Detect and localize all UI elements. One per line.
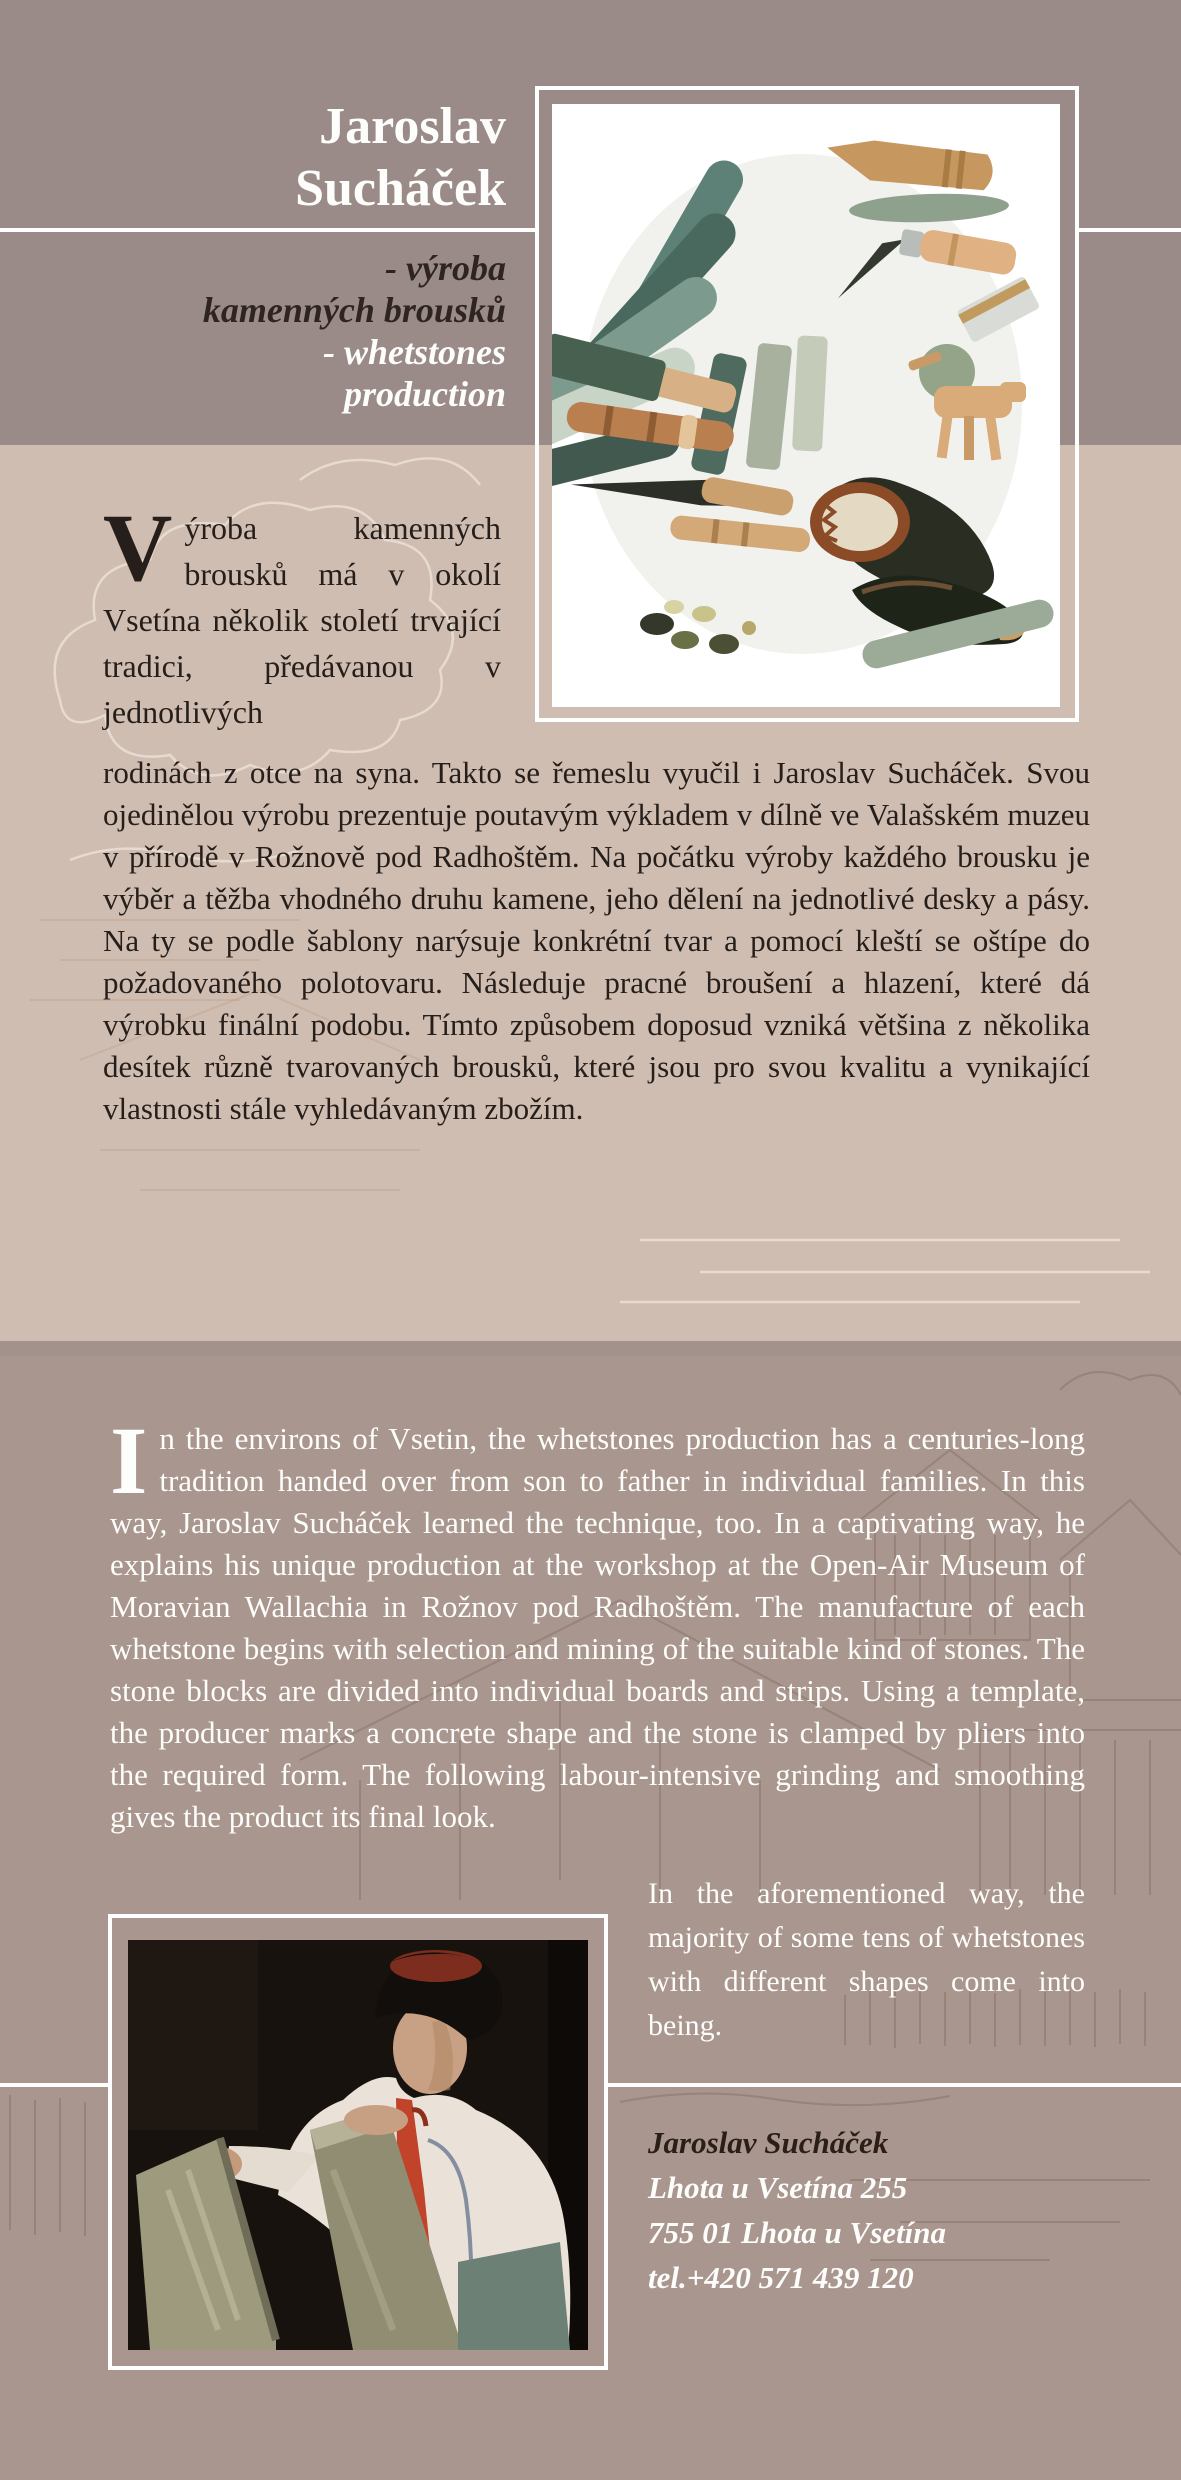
header-rule-right xyxy=(1077,228,1181,232)
page-subtitle xyxy=(40,247,506,415)
craftsman-photo xyxy=(128,1940,588,2350)
contact-block xyxy=(648,2120,1168,2300)
page-title xyxy=(60,96,506,220)
contact-address-line-1: Lhota u Vsetína 255 xyxy=(648,2170,908,2205)
czech-narrow-text: ýroba kamenných brousků má v okolí Vsetína několik století trvající tradici, předávanou v jednotlivých xyxy=(103,510,501,730)
czech-paragraph-full: rodinách z otce na syna. Takto se řemeslu vyučil i Jaroslav Sucháček. Svou ojedinělou výrobu prezentuje poutavým výkladem v dílně ve Valašském muzeu v přírodě v Rožnově pod Radhoštěm. Na počátku výroby každého brousku je výběr a těžba vhodného druhu kamene, jeho dělení na jednotlivé desky a pásy. Na ty se podle šablony narýsuje konkrétní tvar a pomocí kleští se oštípe do požadovaného polotovaru. Následuje pracné broušení a hlazení, které dá výrobku finální podobu. Tímto způsobem doposud vzniká většina z několika desítek různě tvarovaných brousků, které jsou pro svou kvalitu a vynikající vlastnosti stále vyhledávaným zbožím. xyxy=(103,755,1090,1126)
contact-name: Jaroslav Sucháček xyxy=(648,2125,889,2160)
contact-phone: tel.+420 571 439 120 xyxy=(648,2260,914,2295)
title-line-2: Sucháček xyxy=(295,160,506,217)
english-paragraph-side: In the aforementioned way, the majority of some tens of whetstones with different shapes come into being. xyxy=(648,1877,1085,2042)
footer-rule-left xyxy=(0,2083,108,2087)
title-line-1: Jaroslav xyxy=(319,98,506,155)
subtitle-czech-line-2: kamenných brousků xyxy=(202,290,506,330)
whetstones-collection-illustration xyxy=(552,104,1060,707)
czech-paragraph-narrow xyxy=(103,494,501,735)
english-paragraph-main xyxy=(110,1407,1085,1838)
craftsman-holding-stone-slabs-illustration xyxy=(128,1940,588,2350)
english-drop-cap: I xyxy=(110,1407,148,1514)
footer-rule-right xyxy=(608,2083,1181,2087)
czech-drop-cap: V xyxy=(103,494,173,601)
header-rule-left xyxy=(0,228,535,232)
subtitle-english-line-2: production xyxy=(343,374,506,414)
subtitle-english-line-1: - whetstones xyxy=(322,332,506,372)
separator-strip xyxy=(0,1341,1181,1356)
english-main-text: n the environs of Vsetin, the whetstones production has a centuries-long tradition handed over from son to father in individual families. In this way, Jaroslav Sucháček learned the technique, too. In a captivating way, he explains his unique production at the workshop at the Open-Air Museum of Moravian Wallachia in Rožnov pod Radhoštěm. The manufacture of each whetstone begins with selection and mining of the suitable kind of stones. The stone blocks are divided into individual boards and strips. Using a template, the producer marks a concrete shape and the stone is clamped by pliers into the required form. The following labour-intensive grinding and smoothing gives the product its final look. xyxy=(110,1421,1085,1834)
contact-address-line-2: 755 01 Lhota u Vsetína xyxy=(648,2215,946,2250)
whetstones-photo xyxy=(552,104,1060,707)
subtitle-czech-line-1: - výroba xyxy=(385,248,506,288)
